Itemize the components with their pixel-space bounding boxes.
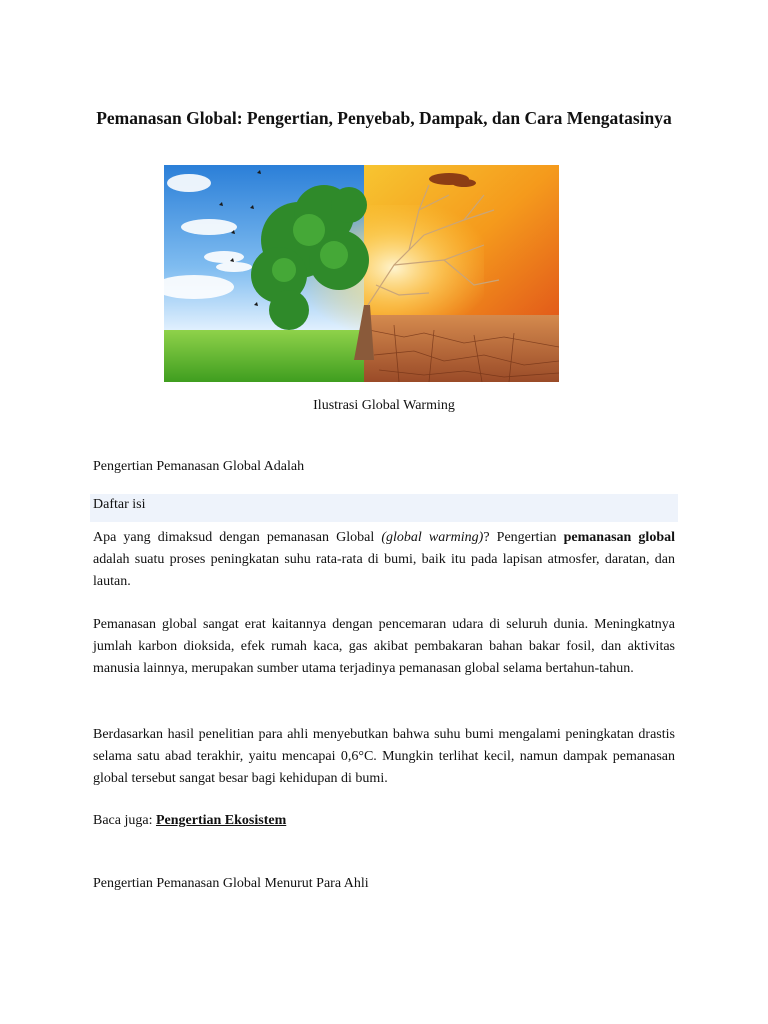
paragraph-research: Berdasarkan hasil penelitian para ahli menyebutkan bahwa suhu bumi mengalami peningkatan drastis selama satu abad terakhir, yaitu mencapai 0,6°C. Mungkin terlihat kecil, namun dampak pemanasan global tersebut sangat besar bagi kehidupan di bumi. — [93, 727, 675, 786]
read-also-line — [93, 813, 286, 829]
paragraph-definition: Apa yang dimaksud dengan pemanasan Global (global warming)? Pengertian pemanasan global adalah suatu proses peningkatan suhu rata-rata di bumi, baik itu pada lapisan atmosfer, daratan, dan lautan. — [93, 530, 675, 589]
section-heading-definition: Pengertian Pemanasan Global Adalah — [93, 459, 305, 474]
table-of-contents-toggle[interactable] — [90, 494, 678, 522]
global-warming-illustration — [164, 165, 559, 382]
article-title: Pemanasan Global: Pengertian, Penyebab, Dampak, dan Cara Mengatasinya — [96, 108, 672, 128]
section-heading-experts: Pengertian Pemanasan Global Menurut Para Ahli — [93, 876, 369, 891]
read-also-link[interactable]: Pengertian Ekosistem — [155, 813, 287, 828]
paragraph-causes: Pemanasan global sangat erat kaitannya dengan pencemaran udara di seluruh dunia. Meningkatnya jumlah karbon dioksida, efek rumah kaca, gas akibat pembakaran bahan bakar fosil, dan aktivitas manusia lainnya, merupakan sumber utama terjadinya pemanasan global selama bertahun-tahun. — [93, 617, 675, 676]
toc-label: Daftar isi — [93, 497, 146, 512]
grass-field — [164, 330, 364, 382]
read-also-prefix: Baca juga: — [93, 813, 156, 828]
image-caption: Ilustrasi Global Warming — [313, 398, 455, 413]
